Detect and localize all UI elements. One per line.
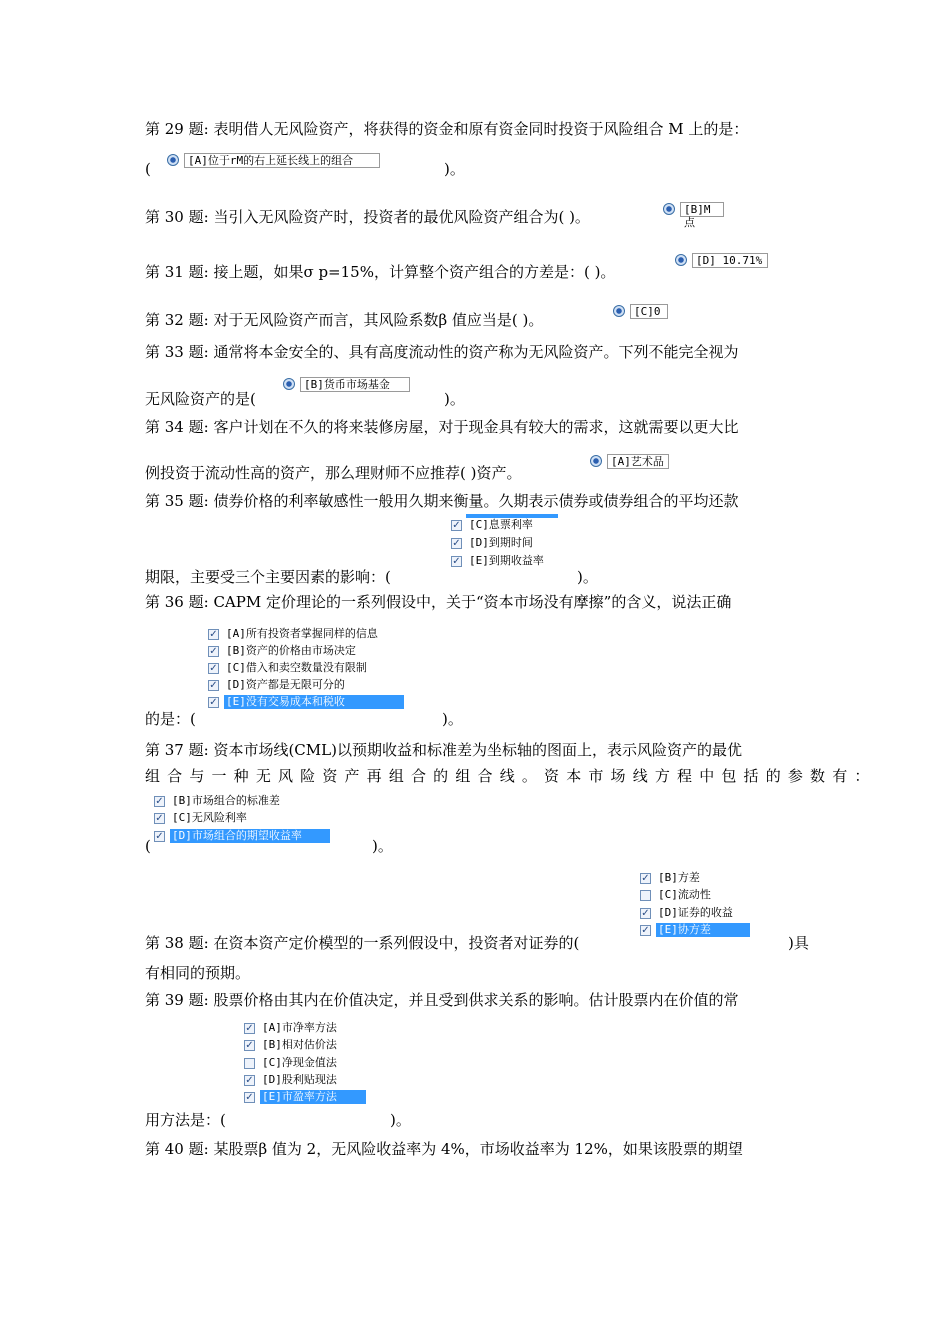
q38-line2: 有相同的预期。 [145,964,251,982]
q39-option-b[interactable] [244,1037,339,1053]
q39-option-e-label: [E]市盈率方法 [260,1090,366,1104]
checkbox-checked-icon: ✓ [209,628,218,640]
q31-answer-radio[interactable] [675,252,768,268]
checkbox-checked-icon: ✓ [641,907,650,919]
q39-option-c-label: [C]净现金值法 [262,1056,337,1069]
q34-answer-label: [A]艺术品 [607,454,669,469]
q36-option-d[interactable] [208,677,347,693]
q35-option-e[interactable] [451,553,546,569]
q33-line1: 第 33 题: 通常将本金安全的、具有高度流动性的资产称为无风险资产。下列不能完全视为 [145,343,739,361]
checkbox-unchecked-icon [244,1058,255,1069]
q37-option-d[interactable] [154,828,330,844]
q37-close: )。 [372,837,393,855]
q36-line1: 第 36 题: CAPM 定价理论的一系列假设中，关于“资本市场没有摩擦”的含义，说法正确 [145,593,732,611]
q32-text: 第 32 题: 对于无风险资产而言，其风险系数β 值应当是( )。 [145,311,544,329]
q36-option-a[interactable] [208,626,380,642]
q39-option-d[interactable] [244,1072,339,1088]
q39-option-b-label: [B]相对估价法 [262,1038,337,1051]
q36-option-e[interactable] [208,694,404,710]
checkbox-checked-icon: ✓ [209,645,218,657]
q37-option-d-label: [D]市场组合的期望收益率 [170,829,330,843]
q33-answer-label: [B]货币市场基金 [300,377,410,392]
q38-option-d[interactable] [640,905,735,921]
checkbox-checked-icon: ✓ [641,924,650,936]
radio-selected-icon [167,154,179,166]
radio-selected-icon [283,378,295,390]
radio-selected-icon [663,203,675,215]
q39-option-a-label: [A]市净率方法 [262,1021,337,1034]
q34-answer-radio[interactable] [590,453,669,469]
q33-answer-radio[interactable] [283,376,410,392]
radio-selected-icon [613,305,625,317]
q29-open: ( [145,160,151,178]
q29-answer-radio[interactable] [167,152,380,168]
q37-line2-text: 组 合 与 一 种 无 风 险 资 产 再 组 合 的 组 合 线 。 资 本 市 场 线 方 程 中 包 括 的 参 数 有 ： [145,767,871,785]
checkbox-checked-icon: ✓ [209,696,218,708]
q36-close: )。 [442,710,463,728]
checkbox-checked-icon: ✓ [245,1091,254,1103]
q34-line2: 例投资于流动性高的资产，那么理财师不应推荐( )资产。 [145,464,522,482]
checkbox-checked-icon: ✓ [245,1074,254,1086]
q35-line2: 期限，主要受三个主要因素的影响：( [145,568,391,586]
q29-line1: 第 29 题: 表明借人无风险资产，将获得的资金和原有资金同时投资于风险组合 M 上的是： [145,120,749,138]
checkbox-checked-icon: ✓ [155,812,164,824]
checkbox-checked-icon: ✓ [209,662,218,674]
q38-line1: 第 38 题: 在资本资产定价模型的一系列假设中，投资者对证券的( [145,934,580,952]
q38-option-e-label: [E]协方差 [656,923,750,937]
q35-option-d[interactable] [451,535,535,551]
checkbox-checked-icon: ✓ [452,537,461,549]
q37-option-b[interactable] [154,793,282,809]
q39-option-e[interactable] [244,1089,366,1105]
q37-option-c[interactable] [154,810,249,826]
checkbox-checked-icon: ✓ [155,830,164,842]
radio-selected-icon [590,455,602,467]
q29-close: )。 [444,160,465,178]
q32-answer-label: [C]0 [630,304,668,319]
q38-option-c[interactable] [640,887,713,903]
q39-close: )。 [390,1111,411,1129]
q29-answer-label: [A]位于rM的右上延长线上的组合 [184,153,380,168]
q33-close: )。 [444,390,465,408]
q39-option-d-label: [D]股利贴现法 [262,1073,337,1086]
q34-line1: 第 34 题: 客户计划在不久的将来装修房屋，对于现金具有较大的需求，这就需要以更大比 [145,418,739,436]
q36-option-e-label: [E]没有交易成本和税收 [224,695,404,709]
q36-option-c[interactable] [208,660,369,676]
q32-answer-radio[interactable] [613,303,668,319]
q39-line2: 用方法是：( [145,1111,226,1129]
q35-option-c-label: [C]息票利率 [469,518,533,531]
q36-option-a-label: [A]所有投资者掌握同样的信息 [226,627,378,640]
checkbox-checked-icon: ✓ [452,555,461,567]
checkbox-checked-icon: ✓ [209,679,218,691]
q36-option-c-label: [C]借入和卖空数量没有限制 [226,661,367,674]
q37-option-c-label: [C]无风险利率 [172,811,247,824]
q37-line1: 第 37 题: 资本市场线(CML)以预期收益和标准差为坐标轴的图面上，表示风险资产的最优 [145,741,742,759]
q37-option-b-label: [B]市场组合的标准差 [172,794,280,807]
q31-text: 第 31 题: 接上题，如果σ p=15%，计算整个资产组合的方差是：( )。 [145,263,616,281]
q39-line1: 第 39 题: 股票价格由其内在价值决定，并且受到供求关系的影响。估计股票内在价值的常 [145,991,739,1009]
q30-answer-radio[interactable] [663,201,724,229]
q36-line2: 的是：( [145,710,196,728]
q38-option-d-label: [D]证券的收益 [658,906,733,919]
q35-close: )。 [577,568,598,586]
radio-selected-icon [675,254,687,266]
q31-answer-label: [D] 10.71% [692,253,768,268]
q35-option-c[interactable] [451,517,535,533]
q35-option-e-label: [E]到期收益率 [469,554,544,567]
q36-option-b-label: [B]资产的价格由市场决定 [226,644,356,657]
q39-option-a[interactable] [244,1020,339,1036]
q37-line2 [145,766,871,786]
q35-option-d-label: [D]到期时间 [469,536,533,549]
q38-option-b[interactable] [640,870,702,886]
q30-answer-label: [B]M点 [680,202,724,217]
checkbox-unchecked-icon [640,890,651,901]
q30-text: 第 30 题: 当引入无风险资产时，投资者的最优风险资产组合为( )。 [145,208,590,226]
checkbox-checked-icon: ✓ [155,795,164,807]
q36-option-b[interactable] [208,643,358,659]
q38-close: )具 [788,934,809,952]
checkbox-checked-icon: ✓ [452,519,461,531]
q37-open: ( [145,837,151,855]
checkbox-checked-icon: ✓ [641,872,650,884]
q35-line1: 第 35 题: 债券价格的利率敏感性一般用久期来衡量。久期表示债券或债券组合的平均还款 [145,492,739,510]
checkbox-checked-icon: ✓ [245,1039,254,1051]
q38-option-e[interactable] [640,922,750,938]
checkbox-checked-icon: ✓ [245,1022,254,1034]
q33-line2: 无风险资产的是( [145,390,256,408]
q38-option-c-label: [C]流动性 [658,888,711,901]
q39-option-c[interactable] [244,1055,339,1071]
q36-option-d-label: [D]资产都是无限可分的 [226,678,345,691]
q38-option-b-label: [B]方差 [658,871,700,884]
q40-line1: 第 40 题: 某股票β 值为 2，无风险收益率为 4%，市场收益率为 12%，如果该股票的期望 [145,1140,743,1158]
